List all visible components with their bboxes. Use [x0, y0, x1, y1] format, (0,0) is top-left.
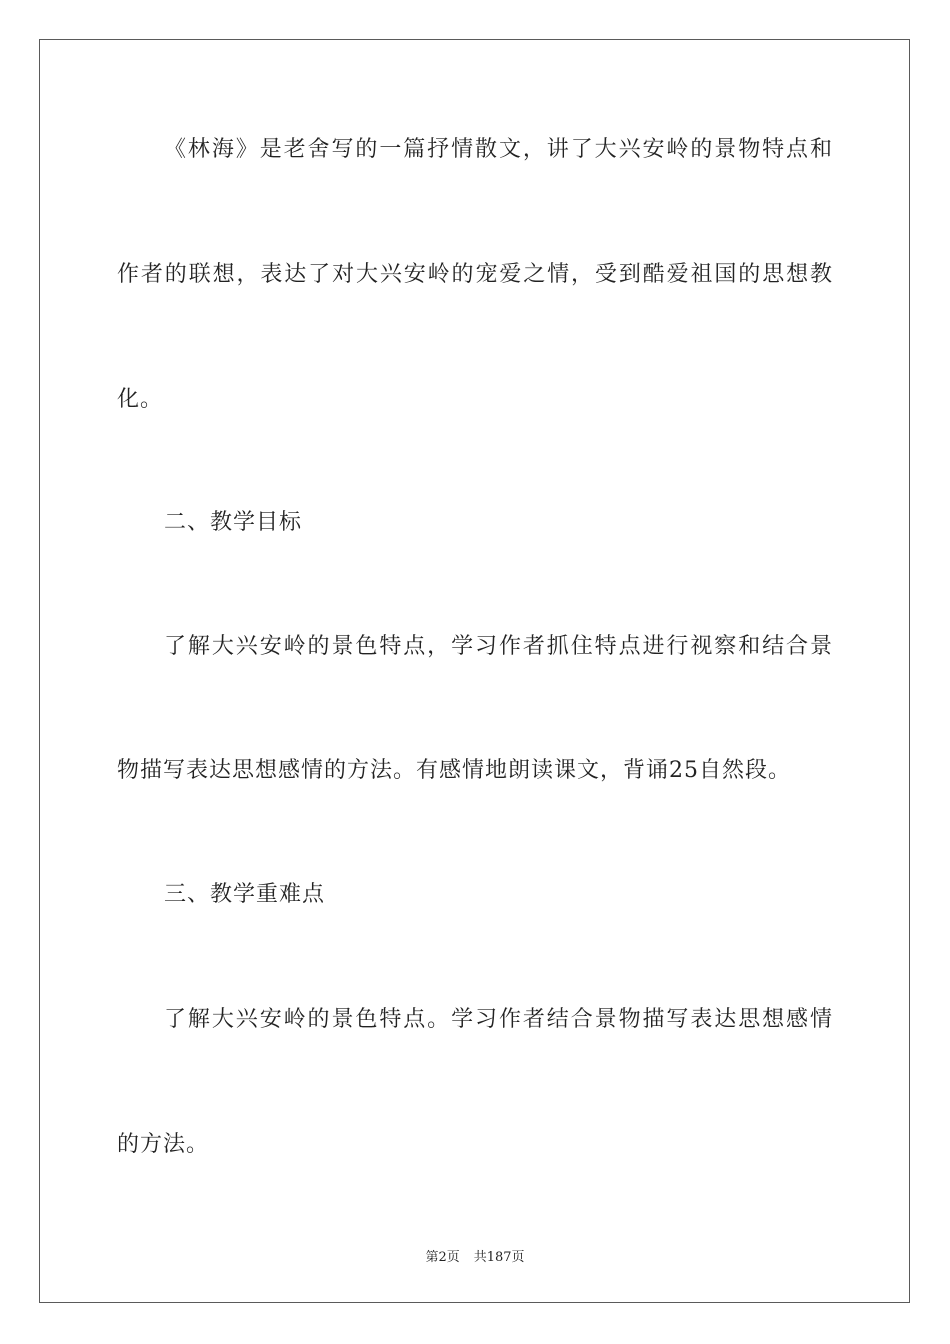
- page-footer: [0, 1249, 950, 1267]
- paragraph-3-line-2: 的方法。: [117, 1132, 210, 1157]
- page-number: 第2页: [425, 1250, 460, 1265]
- page-border: [39, 39, 910, 1303]
- paragraph-2-line-2: 物描写表达思想感情的方法。有感情地朗读课文，背诵25自然段。: [117, 758, 791, 783]
- section-heading-key-points: 三、教学重难点: [164, 882, 326, 907]
- paragraph-1-line-2: 作者的联想，表达了对大兴安岭的宠爱之情，受到酷爱祖国的思想教: [117, 262, 833, 287]
- section-heading-objectives: 二、教学目标: [164, 510, 303, 535]
- paragraph-1-line-3: 化。: [117, 387, 164, 412]
- page-total: 共187页: [473, 1250, 525, 1265]
- paragraph-3-line-1: 了解大兴安岭的景色特点。学习作者结合景物描写表达思想感情: [164, 1007, 833, 1032]
- paragraph-2-line-1: 了解大兴安岭的景色特点，学习作者抓住特点进行视察和结合景: [164, 634, 833, 659]
- paragraph-1-line-1: 《林海》是老舍写的一篇抒情散文，讲了大兴安岭的景物特点和: [164, 137, 833, 162]
